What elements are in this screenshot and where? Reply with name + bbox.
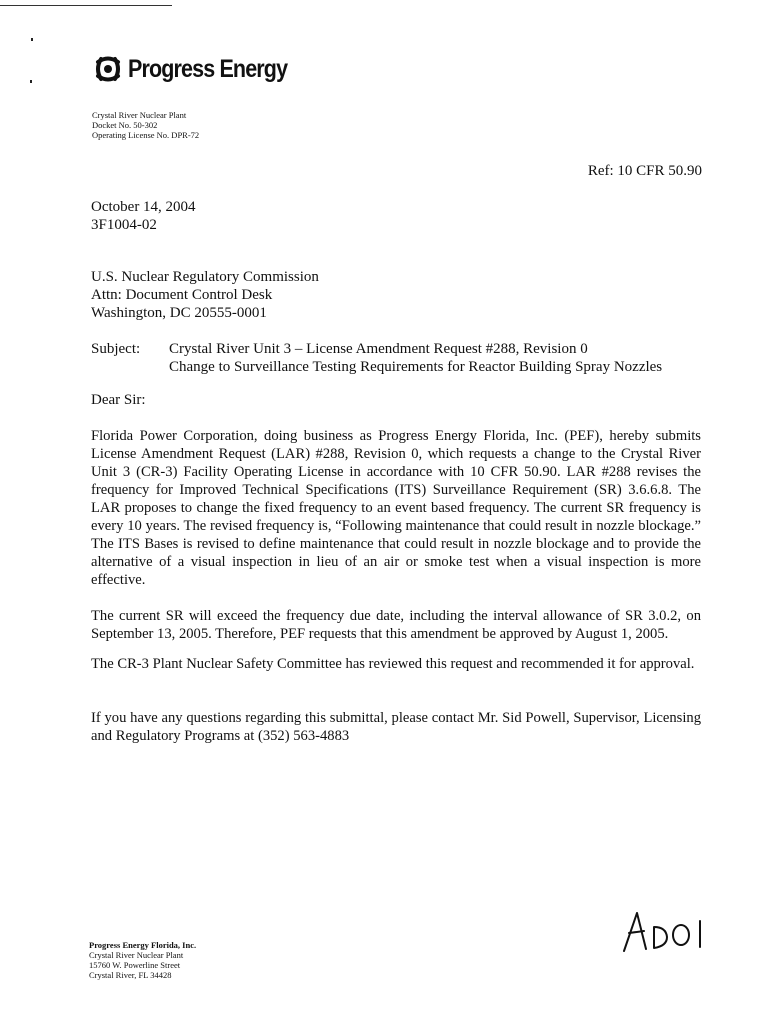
plant-info (92, 110, 199, 140)
body-paragraph: Florida Power Corporation, doing business as Progress Energy Florida, Inc. (PEF), hereby submits License Amendment Request (LAR) #288, Revision 0, which requests a change to the Crystal River Unit 3 (CR-3) Facility Operating License in accordance with 10 CFR 50.90. LAR #288 revises the frequency for Improved Technical Specifications (ITS) Surveillance Requirement (SR) 3.6.6.8. The LAR proposes to change the fixed frequency to an event based frequency. The current SR frequency is every 10 years. The revised frequency is, “Following maintenance that could result in nozzle blockage.” The ITS Bases is revised to define maintenance that could result in nozzle blockage and to provide the alternative of a visual inspection in lieu of an air or smoke test when a visual inspection is more effective. (91, 428, 701, 588)
subject-label: Subject: (91, 341, 141, 357)
footer-line: 15760 W. Powerline Street (89, 960, 181, 970)
address-line: Attn: Document Control Desk (91, 287, 273, 303)
docket-number: Docket No. 50-302 (92, 120, 158, 130)
footer-address (89, 940, 196, 980)
plant-name: Crystal River Nuclear Plant (92, 110, 187, 120)
address-line: Washington, DC 20555-0001 (91, 305, 267, 321)
footer-company: Progress Energy Florida, Inc. (89, 940, 197, 950)
scan-speck (31, 38, 33, 41)
scan-speck (30, 80, 32, 83)
subject-line: Change to Surveillance Testing Requirements for Reactor Building Spray Nozzles (169, 359, 663, 375)
recipient-address (91, 268, 319, 322)
footer-line: Crystal River Nuclear Plant (89, 950, 184, 960)
footer-line: Crystal River, FL 34428 (89, 970, 172, 980)
reference: Ref: 10 CFR 50.90 (587, 163, 702, 179)
license-number: Operating License No. DPR-72 (92, 130, 200, 140)
logo-text: Progress Energy (128, 54, 288, 83)
body-paragraph: The CR-3 Plant Nuclear Safety Committee has reviewed this request and recommended it for approval. (91, 656, 695, 672)
date-block (91, 198, 196, 234)
handwritten-mark (620, 905, 725, 965)
letter-number: 3F1004-02 (91, 217, 157, 233)
salutation: Dear Sir: (91, 392, 146, 408)
body-paragraph: If you have any questions regarding this submittal, please contact Mr. Sid Powell, Supervisor, Licensing and Regulatory Programs at (352) 563-4883 (91, 710, 701, 744)
subject-line: Crystal River Unit 3 – License Amendment Request #288, Revision 0 (169, 341, 588, 357)
progress-energy-logo-icon (92, 53, 124, 85)
handwritten-mark-drawing (620, 905, 725, 960)
address-line: U.S. Nuclear Regulatory Commission (91, 269, 319, 285)
subject-block (91, 340, 662, 376)
letter-date: October 14, 2004 (91, 199, 196, 215)
progress-energy-logo (92, 52, 313, 86)
body-paragraph: The current SR will exceed the frequency due date, including the interval allowance of SR 3.0.2, on September 13, 2005. Therefore, PEF requests that this amendment be approved by August 1, 2005. (91, 608, 701, 642)
scan-top-line (0, 5, 172, 6)
